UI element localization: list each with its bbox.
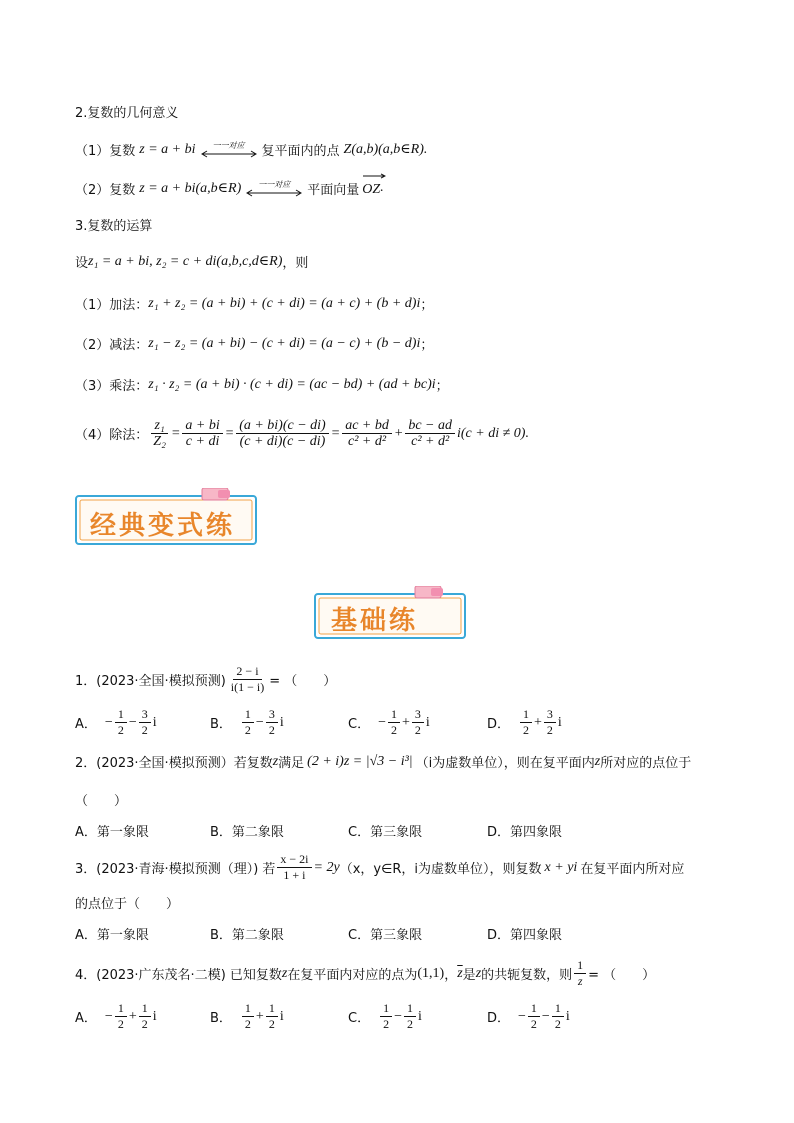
q1-option-d[interactable] [487, 707, 562, 738]
denominator: 2 [414, 723, 421, 737]
option-label: B． [210, 717, 232, 732]
classic-practice-banner [72, 488, 262, 550]
fraction [150, 418, 169, 449]
denominator: 1 + i [283, 868, 306, 882]
fraction [520, 707, 532, 738]
plus: + [393, 425, 404, 441]
stem-text: 所对应的点位于 [600, 756, 692, 771]
question-1-stem [75, 664, 336, 695]
option-label: C． [348, 717, 371, 732]
q3-option-a[interactable]: A．第一象限 [75, 928, 149, 943]
stem-text: ， [444, 968, 458, 983]
sign: − [518, 1008, 526, 1024]
numerator: 1 [528, 1001, 540, 1017]
imaginary-unit: i [417, 1008, 422, 1024]
q1-option-a[interactable] [75, 707, 157, 738]
q2-option-c[interactable]: C．第三象限 [348, 825, 423, 840]
item-middle: 复平面内的点 [261, 144, 340, 159]
stem-text: 是 [462, 968, 476, 983]
period: . [525, 425, 529, 441]
one-to-one-arrow [200, 141, 258, 158]
sign: − [378, 714, 386, 730]
complex-expression: x + yi [544, 859, 578, 875]
numerator: 3 [544, 707, 556, 723]
vector-arrow-icon [362, 173, 386, 179]
fraction [228, 664, 267, 695]
one-to-one-arrow [245, 180, 303, 197]
rule-label: （1）加法： [75, 298, 149, 313]
denominator: 2 [554, 1017, 561, 1031]
numerator: bc − ad [405, 418, 455, 434]
stem-text: 的共轭复数，则 [481, 968, 573, 983]
denominator: c² + d² [347, 434, 387, 449]
rule-label: （2）减法： [75, 338, 149, 353]
rule-label: （3）乘法： [75, 379, 149, 394]
fraction [552, 1001, 564, 1032]
numerator: z₁ [151, 418, 167, 434]
rule-end: ； [435, 379, 449, 394]
stem-text: 满足 [278, 756, 305, 771]
fraction [528, 1001, 540, 1032]
addition-rule [75, 294, 433, 313]
imaginary-unit: i [565, 1008, 570, 1024]
division-tail: i(c + di ≠ 0) [456, 425, 526, 441]
operator: + [255, 1008, 264, 1024]
q3-option-d[interactable]: D．第四象限 [487, 928, 563, 943]
conjugate-z: $\overline{z}$ [457, 965, 463, 981]
option-label: B． [210, 1011, 232, 1026]
q4-option-c[interactable] [348, 1001, 422, 1032]
denominator: c + di [185, 434, 220, 449]
equals: = [170, 425, 181, 441]
numerator: 3 [266, 707, 278, 723]
complex-expression: z = a + bi(a,b∈R) [139, 180, 242, 196]
operator: − [255, 714, 264, 730]
question-4-stem [75, 958, 655, 989]
arrow-label: 一一对应 [212, 141, 245, 150]
q2-option-b[interactable]: B．第二象限 [210, 825, 284, 840]
rule-end: ； [420, 298, 434, 313]
denominator: 2 [244, 723, 251, 737]
numerator: 2 − i [233, 664, 261, 680]
equals: = [224, 425, 235, 441]
basic-practice-banner [311, 586, 471, 642]
q2-option-a[interactable]: A．第一象限 [75, 825, 149, 840]
item-middle: 平面向量 [307, 182, 360, 198]
q4-option-b[interactable] [210, 1001, 284, 1032]
section-2-heading: 2.复数的几何意义 [75, 106, 179, 121]
variable-z: z [272, 753, 279, 769]
fraction [115, 1001, 127, 1032]
numerator: 1 [574, 958, 586, 974]
numerator: 1 [266, 1001, 278, 1017]
variable-z: z [281, 965, 288, 981]
denominator: 2 [390, 723, 397, 737]
point-expression: (1,1) [417, 965, 445, 981]
arrow-label: 一一对应 [258, 179, 291, 189]
option-label: A． [75, 717, 97, 732]
q2-option-d[interactable]: D．第四象限 [487, 825, 563, 840]
denominator: 2 [141, 1017, 148, 1031]
setup-suffix: ，则 [282, 256, 309, 271]
period: . [423, 141, 428, 157]
denominator: 2 [268, 1017, 275, 1031]
banner-title: 基础练 [331, 606, 419, 636]
sign: − [104, 714, 113, 730]
fraction [574, 958, 586, 989]
question-2-stem [75, 752, 691, 771]
option-label: D． [487, 717, 511, 732]
numerator: 1 [380, 1001, 392, 1017]
denominator: 2 [530, 1017, 537, 1031]
numerator: (a + bi)(c − di) [236, 418, 329, 434]
imaginary-unit: i [152, 714, 157, 730]
section-3-heading: 3.复数的运算 [75, 219, 153, 234]
numerator: 1 [520, 707, 532, 723]
imaginary-unit: i [279, 1008, 284, 1024]
item-prefix: （2）复数 [75, 182, 136, 198]
denominator: 2 [546, 723, 553, 737]
stem-text: 在复平面内对应的点为 [287, 968, 418, 983]
imaginary-unit: i [279, 714, 284, 730]
operator: + [401, 714, 410, 730]
denominator: 2 [141, 723, 148, 737]
operator: − [541, 1008, 550, 1024]
variable-z: z [475, 965, 482, 981]
fraction [139, 707, 151, 738]
numerator: 1 [388, 707, 400, 723]
question-source: 3．(2023·青海·模拟预测（理）) 若 [75, 862, 276, 877]
sign: − [104, 1008, 113, 1024]
imaginary-unit: i [557, 714, 562, 730]
vector-oz [362, 178, 380, 198]
operator: − [128, 714, 137, 730]
numerator: 1 [115, 1001, 127, 1017]
equation-rhs: = 2y [313, 859, 340, 875]
rule-expression: z₁ · z₂ = (a + bi) · (c + di) = (ac − bd) + (ad + bc)i [148, 376, 436, 392]
numerator: a + bi [182, 418, 222, 434]
fraction [342, 418, 392, 449]
numerator: 3 [412, 707, 424, 723]
numerator: 1 [552, 1001, 564, 1017]
equals: = [330, 425, 341, 441]
numerator: 1 [242, 1001, 254, 1017]
denominator: 2 [117, 723, 124, 737]
fraction [236, 418, 329, 449]
numerator: 1 [242, 707, 254, 723]
geometric-meaning-item-1 [75, 140, 427, 159]
question-2-blank: （ ） [75, 794, 128, 809]
q4-option-a[interactable] [75, 1001, 157, 1032]
denominator: 2 [117, 1017, 124, 1031]
denominator: 2 [383, 1017, 390, 1031]
setup-expression: z₁ = a + bi, z₂ = c + di(a,b,c,d∈R) [88, 254, 283, 269]
question-source: 2．(2023·全国·模拟预测）若复数 [75, 756, 273, 771]
stem-text: （x，y∈R，i为虚数单位），则复数 [339, 862, 542, 877]
fraction [266, 707, 278, 738]
condition-expression: (2 + i)z = |√3 − i³| [307, 753, 413, 769]
rule-end: ； [420, 338, 434, 353]
q3-option-c[interactable]: C．第三象限 [348, 928, 423, 943]
fraction [182, 418, 222, 449]
double-arrow-icon [245, 189, 303, 197]
answer-blank: = （ ） [588, 968, 656, 983]
numerator: x − 2i [277, 852, 311, 868]
fraction [388, 707, 400, 738]
option-label: D． [487, 1011, 511, 1026]
numerator: 1 [115, 707, 127, 723]
q3-option-b[interactable]: B．第二象限 [210, 928, 284, 943]
point-expression: Z(a,b)(a,b∈R) [343, 142, 424, 157]
answer-blank: = （ ） [269, 674, 337, 689]
subtraction-rule [75, 334, 433, 353]
rule-expression: z₁ + z₂ = (a + bi) + (c + di) = (a + c) + (b + d)i [148, 295, 421, 311]
denominator: i(1 − i) [230, 680, 265, 694]
q1-option-b[interactable] [210, 707, 284, 738]
q1-option-c[interactable] [348, 707, 430, 738]
denominator: 2 [268, 723, 275, 737]
stem-text: （i为虚数单位），则在复平面内 [415, 756, 595, 771]
fraction [277, 852, 311, 883]
double-arrow-icon [200, 150, 258, 158]
question-source: 4．(2023·广东茂名·二模) 已知复数 [75, 968, 282, 983]
fraction [380, 1001, 392, 1032]
stem-text: 在复平面内所对应 [580, 862, 685, 877]
fraction [266, 1001, 278, 1032]
fraction [412, 707, 424, 738]
fraction [404, 1001, 416, 1032]
complex-expression: z = a + bi [139, 141, 196, 157]
denominator: c² + d² [411, 434, 450, 449]
fraction [405, 418, 455, 449]
geometric-meaning-item-2 [75, 178, 384, 198]
fraction [115, 707, 127, 738]
division-rule [75, 418, 529, 449]
operator: + [128, 1008, 137, 1024]
question-3-line-2: 的点位于（ ） [75, 897, 180, 912]
period: . [380, 180, 384, 195]
fraction [242, 707, 254, 738]
denominator: z [577, 974, 583, 988]
banner-title: 经典变式练 [90, 511, 236, 541]
question-source: 1．(2023·全国·模拟预测) [75, 674, 226, 689]
numerator: ac + bd [342, 418, 392, 434]
setup-prefix: 设 [75, 256, 89, 271]
fraction [242, 1001, 254, 1032]
numerator: 1 [404, 1001, 416, 1017]
fraction [139, 1001, 151, 1032]
q4-option-d[interactable] [487, 1001, 570, 1032]
multiplication-rule [75, 375, 449, 394]
rule-label: （4）除法： [75, 428, 149, 443]
question-3-stem [75, 852, 684, 883]
operator: + [534, 714, 542, 730]
imaginary-unit: i [425, 714, 430, 730]
item-prefix: （1）复数 [75, 144, 136, 159]
denominator: 2 [244, 1017, 251, 1031]
numerator: 3 [139, 707, 151, 723]
numerator: 1 [139, 1001, 151, 1017]
variable-z: z [594, 753, 601, 769]
setup-line [75, 252, 308, 271]
option-label: A． [75, 1011, 97, 1026]
denominator: 2 [523, 723, 530, 737]
denominator: Z₂ [153, 434, 166, 449]
vector-label: OZ [362, 182, 381, 197]
denominator: 2 [406, 1017, 413, 1031]
fraction [544, 707, 556, 738]
option-label: C． [348, 1011, 371, 1026]
imaginary-unit: i [152, 1008, 157, 1024]
rule-expression: z₁ − z₂ = (a + bi) − (c + di) = (a − c) + (b − d)i [148, 335, 421, 351]
denominator: (c + di)(c − di) [239, 434, 326, 449]
operator: − [394, 1008, 402, 1024]
